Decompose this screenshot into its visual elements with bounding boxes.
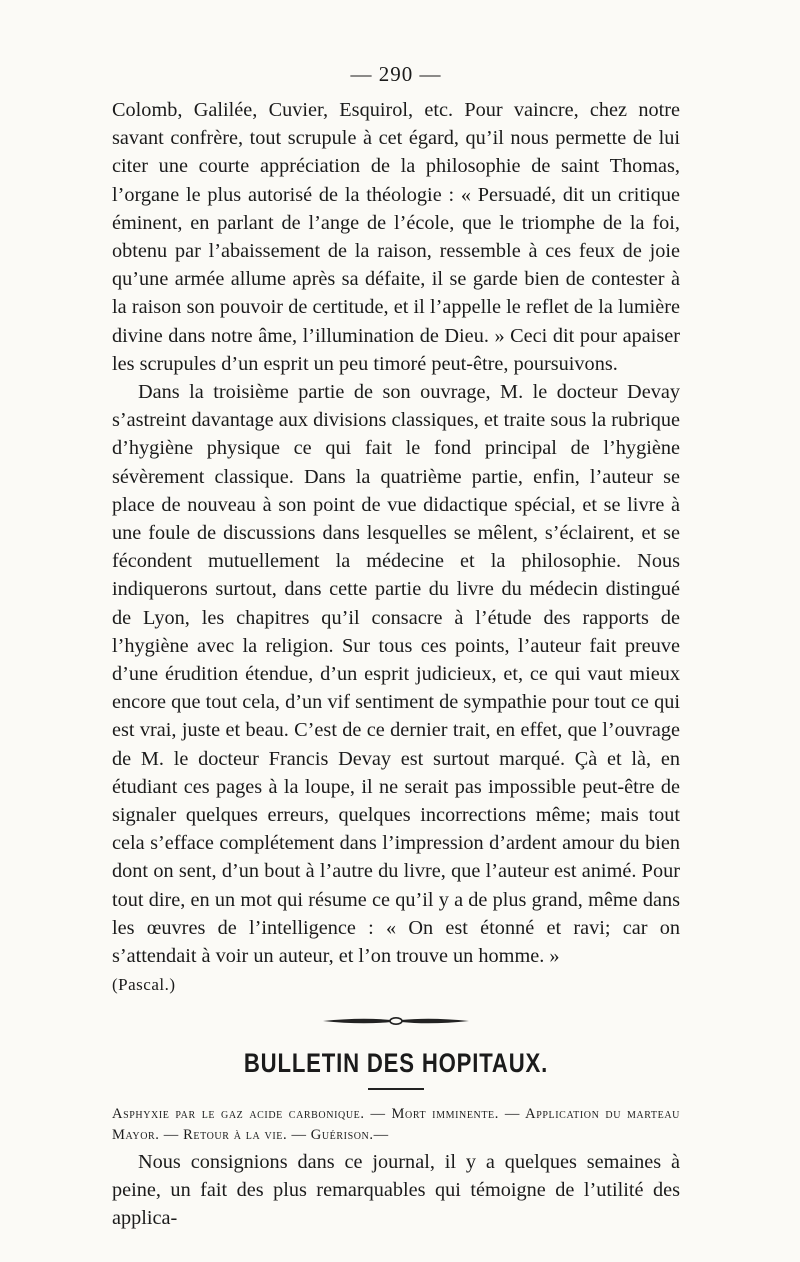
- paragraph-devay-review: [112, 378, 680, 999]
- title-rule: [368, 1088, 424, 1090]
- section-title: BULLETIN DES HOPITAUX.: [243, 1047, 549, 1078]
- ornament-flourish-icon: [321, 1014, 471, 1028]
- book-page: [112, 58, 680, 1232]
- article-body: Nous consignions dans ce journal, il y a quelques semaines à peine, un fait des plus remarquables qui témoigne de l’utilité des applica-: [112, 1150, 680, 1229]
- paragraph-continuation: Colomb, Galilée, Cuvier, Esquirol, etc. Pour vaincre, chez notre savant confrère, tout scrupule à cet égard, qu’il nous permette de lui citer une courte appréciation de la philosophie de saint Thomas, l’organe le plus autorisé de la théologie : « Persuadé, dit un critique éminent, en parlant de l’ange de l’école, que le triomphe de la foi, obtenu par l’abaissement de la raison, ressemble à ces feux de joie qu’une armée allume après sa défaite, il se garde bien de contester à la raison son pouvoir de certitude, et il l’appelle le reflet de la lumière divine dans notre âme, l’illumination de Dieu. » Ceci dit pour apaiser les scrupules d’un esprit un peu timoré peut-être, poursuivons.: [112, 99, 680, 375]
- page-number: — 290 —: [350, 62, 442, 86]
- paragraph-devay-text: Dans la troisième partie de son ouvrage, M. le docteur Devay s’astreint davantage aux divisions classiques, et traite sous la rubrique d’hygiène physique ce qui fait le fond principal de l’hygiène sévèrement classique. Dans la quatrième partie, enfin, l’auteur se place de nouveau à son point de vue didactique spécial, et se livre à une foule de discussions dans lesquelles se mêlent, s’éclairent, et se fécondent mutuellement la médecine et la philosophie. Nous indiquerons surtout, dans cette partie du livre du médecin distingué de Lyon, les chapitres qu’il consacre à l’étude des rapports de l’hygiène avec la religion. Sur tous ces points, l’auteur fait preuve d’une érudition étendue, d’un esprit judicieux, et, ce qui vaut mieux encore que tout cela, d’un vif sentiment de sympathie pour tout ce qui est vrai, juste et beau. C’est de ce dernier trait, en effet, que l’ouvrage de M. le docteur Francis Devay est surtout marqué. Çà et là, en étudiant ces pages à la loupe, il ne serait pas impossible peut-être de signaler quelques erreurs, quelques incorrections même; mais tout cela s’efface complétement dans l’impression d’ardent amour du bien dont on sent, d’un bout à l’autre du livre, que l’auteur est animé. Pour tout dire, en un mot qui résume ce qu’il y a de plus grand, même dans les œuvres de l’intelligence : « On est étonné et ravi; car on s’attendait à voir un auteur, et l’on trouve un homme. »: [112, 381, 680, 968]
- article-heading: Asphyxie par le gaz acide carbonique. — Mort imminente. — Application du marteau Mayor. — Retour à la vie. — Guérison.—: [112, 1105, 680, 1143]
- ornamental-divider: [112, 1010, 680, 1032]
- pascal-attribution: (Pascal.): [112, 975, 176, 995]
